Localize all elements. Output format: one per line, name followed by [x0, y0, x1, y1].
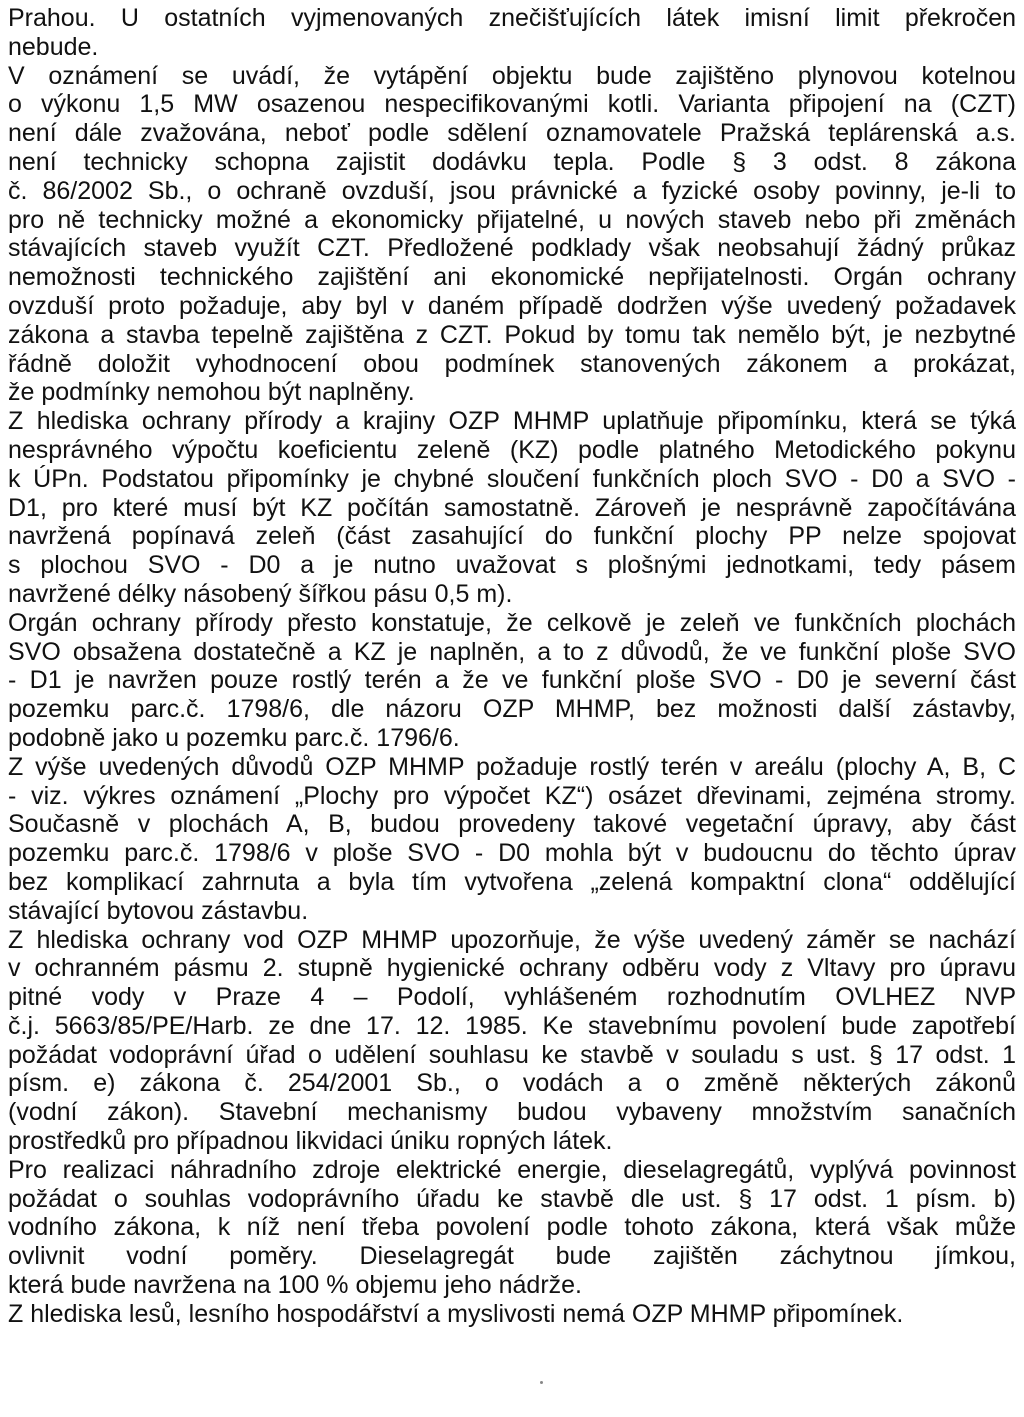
- text-line: bez komplikací zahrnuta a byla tím vytvořena „zelená kompaktní clona“ oddělující: [8, 867, 1016, 896]
- text-line: Orgán ochrany přírody přesto konstatuje, že celkově je zeleň ve funkčních plochách: [8, 608, 1016, 637]
- paragraph: [8, 1156, 1016, 1300]
- text-line: - D1 je navržen pouze rostlý terén a že ve funkční ploše SVO - D0 je severní část: [8, 666, 1016, 695]
- text-line: není technicky schopna zajistit dodávku tepla. Podle § 3 odst. 8 zákona: [8, 147, 1016, 176]
- text-line: Současně v plochách A, B, budou provedeny takové vegetační úpravy, aby část: [8, 810, 1016, 839]
- text-line: ovlivnit vodní poměry. Dieselagregát bude zajištěn záchytnou jímkou,: [8, 1242, 1016, 1271]
- text-line: nesprávného výpočtu koeficientu zeleně (KZ) podle platného Metodického pokynu: [8, 435, 1016, 464]
- text-line: řádně doložit vyhodnocení obou podmínek stanovených zákonem a prokázat,: [8, 349, 1016, 378]
- paragraph: [8, 926, 1016, 1156]
- text-line: prostředků pro případnou likvidaci úniku ropných látek.: [8, 1127, 613, 1156]
- text-line: Prahou. U ostatních vyjmenovaných znečišťujících látek imisní limit překročen: [8, 4, 1016, 32]
- paragraph: [8, 753, 1016, 926]
- text-line: podobně jako u pozemku parc.č. 1796/6.: [8, 723, 460, 752]
- text-line: navržené délky násobený šířkou pásu 0,5 m).: [8, 579, 513, 608]
- paragraph: [8, 1300, 1016, 1329]
- text-line: požádat vodoprávní úřad o udělení souhlasu ke stavbě v souladu s ust. § 17 odst. 1: [8, 1040, 1016, 1069]
- text-line: (vodní zákon). Stavební mechanismy budou vybaveny množstvím sanačních: [8, 1098, 1016, 1127]
- text-line: stávajících staveb využít CZT. Předložené podklady však neobsahují žádný průkaz: [8, 234, 1016, 263]
- text-line: nebude.: [8, 32, 99, 61]
- text-line: Pro realizaci náhradního zdroje elektrické energie, dieselagregátů, vyplývá povinnost: [8, 1155, 1016, 1184]
- text-line: D1, pro které musí být KZ počítán samostatně. Zároveň je nesprávně započítávána: [8, 493, 1016, 522]
- paragraph: [8, 4, 1016, 62]
- text-line: která bude navržena na 100 % objemu jeho nádrže.: [8, 1271, 582, 1300]
- text-line: ovzduší proto požaduje, aby byl v daném případě dodržen výše uvedený požadavek: [8, 291, 1016, 320]
- text-line: o výkonu 1,5 MW osazenou nespecifikovanými kotli. Varianta připojení na (CZT): [8, 90, 1016, 119]
- text-line: pozemku parc.č. 1798/6 v ploše SVO - D0 mohla být v budoucnu do těchto úprav: [8, 839, 1016, 868]
- text-line: SVO obsažena dostatečně a KZ je naplněn, a to z důvodů, že ve funkční ploše SVO: [8, 637, 1016, 666]
- text-line: č.j. 5663/85/PE/Harb. ze dne 17. 12. 1985. Ke stavebnímu povolení bude zapotřebí: [8, 1011, 1016, 1040]
- text-line: pitné vody v Praze 4 – Podolí, vyhlášeném rozhodnutím OVLHEZ NVP: [8, 983, 1016, 1012]
- text-line: - viz. výkres oznámení „Plochy pro výpočet KZ“) osázet dřevinami, zejména stromy.: [8, 781, 1016, 810]
- text-line: pro ně technicky možné a ekonomicky přijatelné, u nových staveb nebo při změnách: [8, 205, 1016, 234]
- text-line: Z hlediska ochrany přírody a krajiny OZP MHMP uplatňuje připomínku, která se týká: [8, 407, 1016, 436]
- text-line: písm. e) zákona č. 254/2001 Sb., o vodách a o změně některých zákonů: [8, 1069, 1016, 1098]
- text-line: č. 86/2002 Sb., o ochraně ovzduší, jsou právnické a fyzické osoby povinny, je-li to: [8, 176, 1016, 205]
- text-line: vodního zákona, k níž není třeba povolení podle tohoto zákona, která však může: [8, 1213, 1016, 1242]
- text-line: Z výše uvedených důvodů OZP MHMP požaduje rostlý terén v areálu (plochy A, B, C: [8, 752, 1016, 781]
- text-line: Z hlediska lesů, lesního hospodářství a myslivosti nemá OZP MHMP připomínek.: [8, 1299, 904, 1328]
- paragraph: [8, 407, 1016, 609]
- text-line: stávající bytovou zástavbu.: [8, 896, 309, 925]
- text-line: V oznámení se uvádí, že vytápění objektu bude zajištěno plynovou kotelnou: [8, 61, 1016, 90]
- text-line: v ochranném pásmu 2. stupně hygienické ochrany odběru vody z Vltavy pro úpravu: [8, 954, 1016, 983]
- text-line: požádat o souhlas vodoprávního úřadu ke stavbě dle ust. § 17 odst. 1 písm. b): [8, 1184, 1016, 1213]
- text-line: že podmínky nemohou být naplněny.: [8, 378, 415, 407]
- text-line: pozemku parc.č. 1798/6, dle názoru OZP MHMP, bez možnosti další zástavby,: [8, 695, 1016, 724]
- text-line: k ÚPn. Podstatou připomínky je chybné sloučení funkčních ploch SVO - D0 a SVO -: [8, 464, 1016, 493]
- scan-speck: [540, 1381, 543, 1384]
- text-line: nemožnosti technického zajištění ani ekonomické nepřijatelnosti. Orgán ochrany: [8, 263, 1016, 292]
- text-line: zákona a stavba tepelně zajištěna z CZT. Pokud by tomu tak nemělo být, je nezbytné: [8, 320, 1016, 349]
- paragraph: [8, 62, 1016, 408]
- text-line: navržená popínavá zeleň (část zasahující do funkční plochy PP nelze spojovat: [8, 522, 1016, 551]
- paragraph: [8, 609, 1016, 753]
- text-line: Z hlediska ochrany vod OZP MHMP upozorňuje, že výše uvedený záměr se nachází: [8, 925, 1016, 954]
- text-line: není dále zvažována, neboť podle sdělení oznamovatele Pražská teplárenská a.s.: [8, 119, 1016, 148]
- text-line: s plochou SVO - D0 a je nutno uvažovat s plošnými jednotkami, tedy pásem: [8, 551, 1016, 580]
